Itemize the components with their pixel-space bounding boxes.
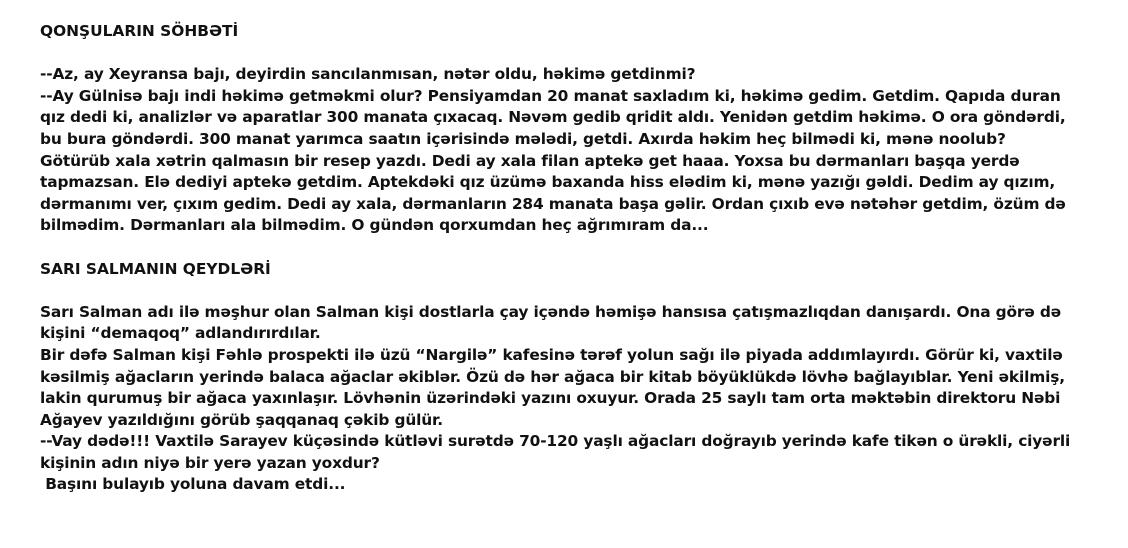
paragraph-intro: Sarı Salman adı ilə məşhur olan Salman kişi dostlarla çay içəndə həmişə hansısa çatışmazlıqdan danışardı. Ona görə də kişini “demaqoq” adlandırırdılar. [40, 302, 1067, 343]
spacer [40, 280, 1080, 302]
paragraph-story: Bir dəfə Salman kişi Fəhlə prospekti ilə üzü “Nargilə” kafesinə tərəf yolun sağı ilə piyada addımlayırdı. Görür ki, vaxtilə kəsilmiş ağacların yerində balaca ağaclar əkiblər. Özü də hər ağaca bir kitab böyüklükdə lövhə bağlayıblar. Yeni əkilmiş, lakin qurumuş bir ağaca yaxınlaşır. Lövhənin üzərindəki yazını oxuyur. Orada 25 saylı tam orta məktəbin direktoru Nəbi Ağayev yazıldığını görüb şaqqanaq çəkib gülür. [40, 345, 1071, 429]
spacer [40, 237, 1080, 259]
section-title-neighbors: QONŞULARIN SÖHBƏTİ [40, 22, 239, 40]
dialogue-line-answer: --Ay Gülnisə bajı indi həkimə getməkmi olur? Pensiyamdan 20 manat saxladım ki, həkimə gedim. Getdim. Qapıda duran qız dedi ki, analizlər və aparatlar 300 manata çıxacaq. Nəvəm gedib qridit aldı. Yenidən getdim həkimə. O ora göndərdi, bu bura göndərdi. 300 manat yarımca saatın içərisində mələdi, getdi. Axırda həkim heç bilmədi ki, mənə noolub? Götürüb xala xətrin qalmasın bir resep yazdı. Dedi ay xala filan aptekə get haaa. Yoxsa bu dərmanları başqa yerdə tapmazsan. Elə dediyi aptekə getdim. Aptekdəki qız üzümə baxanda hiss elədim ki, mənə yazığı gəldi. Dedim ay qızım, dərmanımı ver, çıxım gedim. Dedi ay xala, dərmanların 284 manata başa gəlir. Ordan çıxıb evə nətəhər getdim, özüm də bilmədim. Dərmanları ala bilmədim. O gündən qorxumdan heç ağrımıram da... [40, 86, 1071, 235]
section-title-salman-notes: SARI SALMANIN QEYDLƏRİ [40, 259, 271, 278]
document-body [40, 21, 1080, 496]
paragraph-ending: Başını bulayıb yoluna davam etdi... [40, 475, 346, 494]
dialogue-line-question: --Az, ay Xeyransa bajı, deyirdin sancılanmısan, nətər oldu, həkimə getdinmi? [40, 65, 696, 84]
paragraph-exclamation: --Vay dədə!!! Vaxtilə Sarayev küçəsində kütləvi surətdə 70-120 yaşlı ağacları doğrayıb yerində kafe tikən o ürəkli, ciyərli kişinin adın niyə bir yerə yazan yoxdur? [40, 432, 1076, 472]
spacer [40, 43, 1080, 65]
